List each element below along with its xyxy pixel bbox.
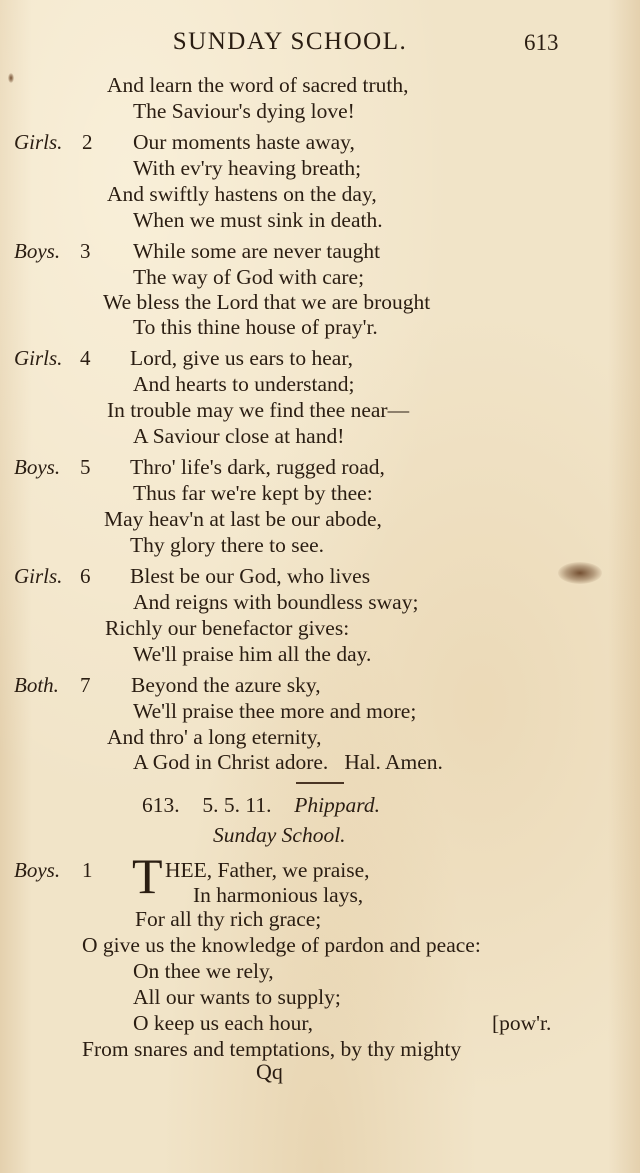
signature-mark: Qq [256, 1059, 283, 1084]
hymn-line: In trouble may we find thee near— [107, 398, 410, 422]
voice-part-label: Girls. [14, 130, 63, 154]
hymn-line: Our moments haste away, [133, 130, 355, 154]
hymn-line: Thus far we're kept by thee: [133, 481, 373, 505]
hymn-line: We bless the Lord that we are brought [103, 290, 431, 314]
hymn-line: Lord, give us ears to hear, [130, 346, 354, 370]
hymn-line: The Saviour's dying love! [133, 99, 355, 123]
hymn-line: All our wants to supply; [133, 985, 341, 1009]
voice-part-label: Girls. [14, 346, 63, 370]
hymn-line: And hearts to understand; [133, 372, 355, 396]
hymn-line: Thy glory there to see. [130, 533, 325, 557]
hymn-line: Beyond the azure sky, [131, 673, 321, 697]
hymn-line: Blest be our God, who lives [130, 564, 371, 588]
hymn-line: We'll praise him all the day. [133, 642, 372, 666]
hymn-613-heading [142, 793, 380, 818]
hymn-meter: 5. 5. 11. [202, 793, 272, 817]
voice-part-label: Both. [14, 673, 59, 697]
hymn-line: A God in Christ adore. Hal. Amen. [133, 750, 443, 774]
hymn-line: With ev'ry heaving breath; [133, 156, 362, 180]
hymn-line: We'll praise thee more and more; [133, 699, 417, 723]
hymn-line: O give us the knowledge of pardon and peace: [82, 933, 481, 957]
hymn-number: 613. [142, 793, 180, 817]
hymn-line: Thro' life's dark, rugged road, [130, 455, 385, 479]
hymn-line: In harmonious lays, [193, 883, 364, 907]
hymn-line: And swiftly hastens on the day, [107, 182, 377, 206]
hymn-subtitle: Sunday School. [213, 823, 346, 847]
hymn-line: A Saviour close at hand! [133, 424, 345, 448]
hymn-line: The way of God with care; [133, 265, 365, 289]
stanza-number: 7 [80, 673, 91, 697]
hymn-line: When we must sink in death. [133, 208, 383, 232]
ink-stain [558, 562, 602, 584]
stanza-number: 1 [82, 858, 93, 882]
hymn-line: O keep us each hour, [133, 1011, 314, 1035]
voice-part-label: Boys. [14, 455, 61, 479]
drop-cap: T [132, 848, 163, 904]
hymn-line: From snares and temptations, by thy mighty [82, 1037, 462, 1061]
hymn-line: To this thine house of pray'r. [133, 315, 378, 339]
hymn-line: On thee we rely, [133, 959, 274, 983]
stanza-number: 4 [80, 346, 91, 370]
voice-part-label: Girls. [14, 564, 63, 588]
voice-part-label: Boys. [14, 239, 61, 263]
hymn-turnover: [pow'r. [492, 1011, 552, 1035]
hymn-line: Richly our benefactor gives: [105, 616, 350, 640]
hymn-line: While some are never taught [133, 239, 381, 263]
page-number: 613 [524, 30, 559, 55]
hymn-tune: Phippard. [294, 793, 381, 817]
stanza-number: 3 [80, 239, 91, 263]
voice-part-label: Boys. [14, 858, 61, 882]
ink-speck [8, 73, 14, 83]
stanza-number: 2 [82, 130, 93, 154]
hymn-line: And learn the word of sacred truth, [107, 73, 409, 97]
stanza-number: 6 [80, 564, 91, 588]
hymn-line: For all thy rich grace; [135, 907, 322, 931]
hymn-line: May heav'n at last be our abode, [104, 507, 382, 531]
hymn-line: HEE, Father, we praise, [165, 858, 370, 882]
stanza-number: 5 [80, 455, 91, 479]
section-divider [296, 782, 344, 784]
running-header-title: SUNDAY SCHOOL. [172, 28, 408, 55]
hymn-line: And reigns with boundless sway; [133, 590, 419, 614]
hymn-line: And thro' a long eternity, [107, 725, 322, 749]
